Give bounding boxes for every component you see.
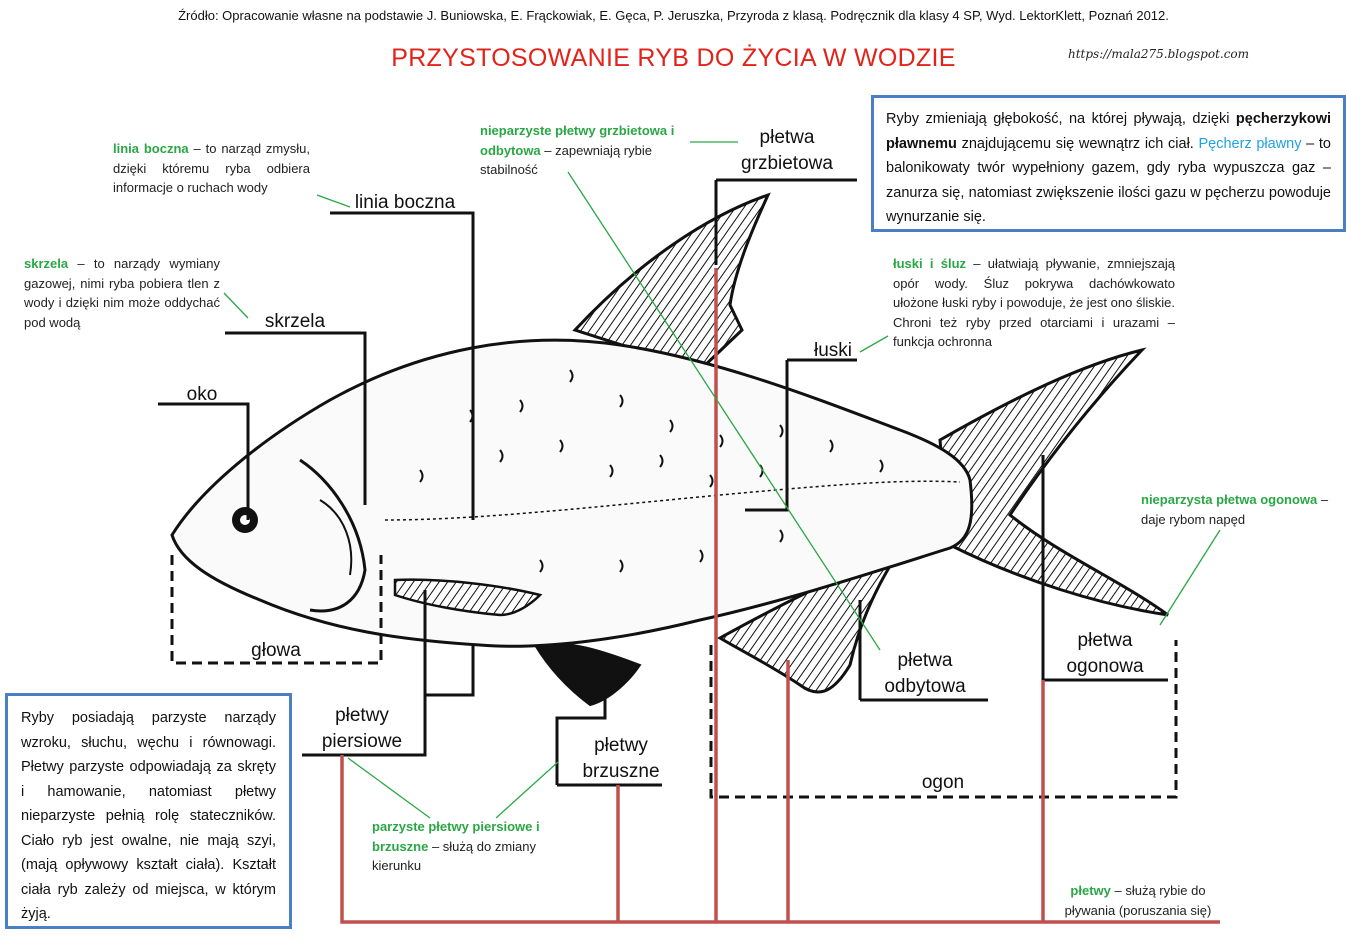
label-pletwy-brzuszne: płetwy brzuszne (582, 735, 660, 782)
page-title: PRZYSTOSOWANIE RYB DO ŻYCIA W WODZIE (391, 44, 956, 72)
desc-ogonowa: nieparzysta płetwa ogonowa – daje rybom napęd (1141, 492, 1329, 527)
label-skrzela: skrzela (264, 311, 326, 332)
desc-pletwy: płetwy – służą rybie do pływania (poruszania się) (1064, 883, 1212, 918)
label-pletwa-ogonowa: płetwa ogonowa (1066, 630, 1144, 677)
source-citation: Źródło: Opracowanie własne na podstawie J. Buniowska, E. Frąckowiak, E. Gęca, P. Jeruszka, Przyroda z klasą. Podręcznik dla klasy 4 SP, Wyd. LektorKlett, Poznań 2012. (178, 8, 1169, 23)
pelvic-fin (535, 644, 640, 705)
label-pletwa-grzbietowa: płetwa grzbietowa (741, 127, 833, 174)
info-box-fish-features: Ryby posiadają parzyste narządy wzroku, słuchu, węchu i równowagi. Płetwy parzyste odpowiadają za skręty i hamowanie, natomiast płetwy nieparzyste pełnią rolę stateczników. Ciało ryb jest owalne, nie mają szyi, (mają opływowy kształt ciała). Kształt ciała ryb zależy od miejsca, w którym żyją. (5, 693, 292, 929)
desc-nieparzyste: nieparzyste płetwy grzbietowa i odbytowa – zapewniają rybie stabilność (480, 123, 675, 177)
desc-linia-boczna: linia boczna – to narząd zmysłu, dzięki któremu ryba odbiera informacje o ruchach wody (113, 141, 310, 195)
label-oko: oko (186, 384, 218, 405)
label-ogon: ogon (921, 772, 965, 793)
label-luski: łuski (813, 340, 852, 361)
blog-url[interactable]: https://mala275.blogspot.com (1068, 47, 1250, 61)
label-pletwa-odbytowa: płetwa odbytowa (884, 650, 966, 697)
label-pletwy-piersiowe: płetwy piersiowe (321, 705, 403, 752)
tail-fin (940, 350, 1168, 615)
desc-parzyste: parzyste płetwy piersiowe i brzuszne – służą do zmiany kierunku (372, 819, 540, 873)
desc-luski: łuski i śluz – ułatwiają pływanie, zmniejszają opór wody. Śluz pokrywa dachówkowato ułożone łuski ryby i powoduje, że jest ono śliskie. Chroni też ryby przed otarciami i urazami – funkcja ochronna (893, 256, 1176, 349)
desc-skrzela: skrzela – to narządy wymiany gazowej, nimi ryba pobiera tlen z wody i dzięki nim może oddychać pod wodą (24, 256, 220, 330)
label-glowa: głowa (251, 640, 301, 661)
info-box-swim-bladder: Ryby zmieniają głębokość, na której pływają, dzięki pęcherzykowi pławnemu znajdującemu się wewnątrz ich ciał. Pęcherz pławny – to balonikowaty twór wypełniony gazem, gdy ryba wypuszcza gaz – zanurza się, natomiast zwiększenie ilości gazu w pęcherzu powoduje wynurzanie się. (871, 95, 1346, 232)
label-linia-boczna: linia boczna (354, 192, 456, 213)
